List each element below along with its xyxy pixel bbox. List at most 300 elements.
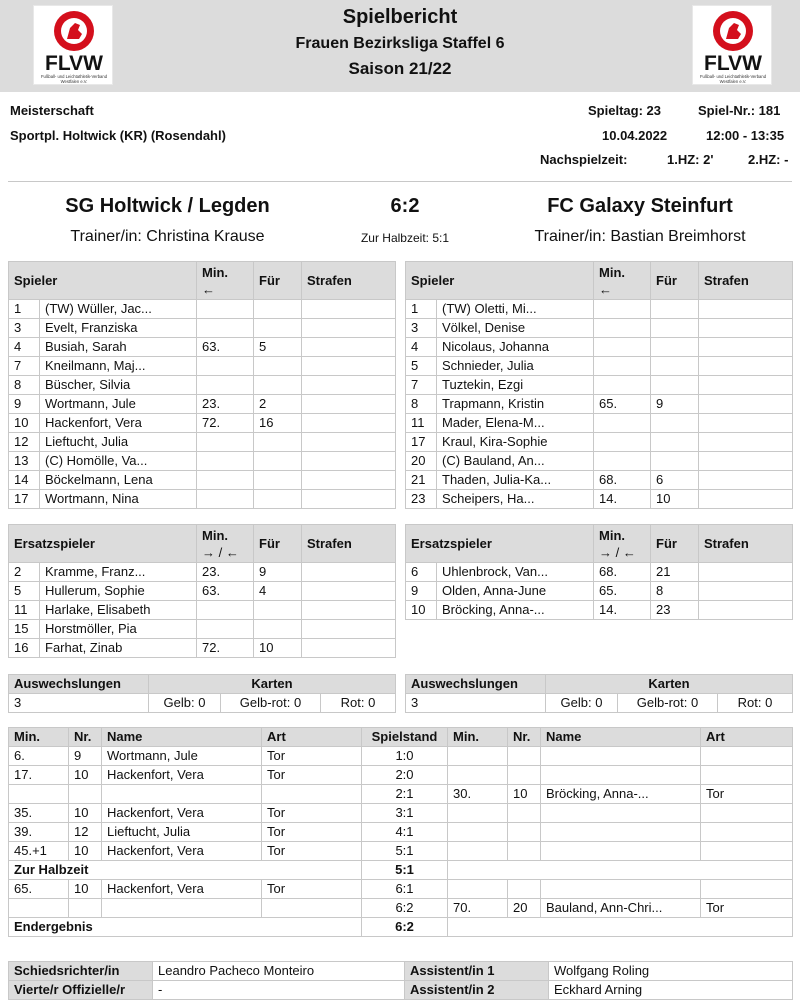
home-player-row bbox=[9, 376, 396, 395]
away-event-minute bbox=[448, 842, 508, 861]
shirt-number: 4 bbox=[406, 338, 437, 357]
sub-for-number: 8 bbox=[651, 582, 699, 601]
sub-for-number: 10 bbox=[651, 490, 699, 509]
sub-minute: 63. bbox=[197, 338, 254, 357]
sub-minute: 23. bbox=[197, 563, 254, 582]
sub-minute bbox=[197, 620, 254, 639]
sub-minute: 14. bbox=[594, 601, 651, 620]
home-player-row bbox=[9, 471, 396, 490]
sub-for-number bbox=[651, 376, 699, 395]
penalties bbox=[302, 395, 396, 414]
player-name: Mader, Elena-M... bbox=[437, 414, 594, 433]
penalties bbox=[699, 376, 793, 395]
home-player-row bbox=[9, 433, 396, 452]
penalties bbox=[302, 433, 396, 452]
sub-minute: 23. bbox=[197, 395, 254, 414]
shirt-number: 21 bbox=[406, 471, 437, 490]
shirt-number: 8 bbox=[9, 376, 40, 395]
penalties-column-header: Strafen bbox=[302, 262, 396, 300]
officials-table bbox=[8, 961, 793, 1000]
match-date: 10.04.2022 bbox=[602, 128, 668, 143]
home-event-player: Hackenfort, Vera bbox=[102, 804, 262, 823]
penalties bbox=[302, 319, 396, 338]
away-player-row bbox=[406, 452, 793, 471]
away-player-row bbox=[406, 471, 793, 490]
referee-label: Schiedsrichter/in bbox=[9, 962, 153, 981]
stoppage-label: Nachspielzeit: bbox=[540, 152, 628, 167]
sub-minute: 72. bbox=[197, 639, 254, 658]
penalties bbox=[699, 563, 793, 582]
shirt-number: 10 bbox=[9, 414, 40, 433]
home-event-number: 12 bbox=[69, 823, 102, 842]
away-event-minute bbox=[448, 880, 508, 899]
sub-minute: 68. bbox=[594, 563, 651, 582]
shirt-number: 7 bbox=[9, 357, 40, 376]
away-event-player bbox=[541, 804, 701, 823]
sub-for-number bbox=[254, 357, 302, 376]
sub-for-number: 6 bbox=[651, 471, 699, 490]
home-event-number: 10 bbox=[69, 766, 102, 785]
home-player-row bbox=[9, 300, 396, 319]
player-name: Tuztekin, Ezgi bbox=[437, 376, 594, 395]
penalties bbox=[302, 582, 396, 601]
event-score: 1:0 bbox=[362, 747, 448, 766]
report-title: Spielbericht bbox=[342, 6, 458, 28]
sub-direction-label: ← bbox=[599, 281, 613, 297]
shirt-number: 17 bbox=[406, 433, 437, 452]
player-name: Nicolaus, Johanna bbox=[437, 338, 594, 357]
home-sub-row bbox=[9, 620, 396, 639]
home-sub-count: 3 bbox=[9, 694, 149, 713]
sub-minute: 68. bbox=[594, 471, 651, 490]
away-event-type bbox=[701, 880, 793, 899]
sub-for-number bbox=[254, 620, 302, 639]
penalties bbox=[699, 452, 793, 471]
blank bbox=[448, 918, 793, 937]
away-player-row bbox=[406, 414, 793, 433]
player-name: Scheipers, Ha... bbox=[437, 490, 594, 509]
competition: Meisterschaft bbox=[10, 103, 94, 118]
home-event-player: Hackenfort, Vera bbox=[102, 766, 262, 785]
sub-for-number: 21 bbox=[651, 563, 699, 582]
home-event-minute bbox=[9, 899, 69, 918]
penalties bbox=[302, 376, 396, 395]
penalties bbox=[302, 490, 396, 509]
home-player-row bbox=[9, 395, 396, 414]
away-event-player bbox=[541, 823, 701, 842]
player-name: Kramme, Franz... bbox=[40, 563, 197, 582]
sub-minute bbox=[594, 433, 651, 452]
sub-minute: 65. bbox=[594, 582, 651, 601]
shirt-number: 13 bbox=[9, 452, 40, 471]
event-name-header: Name bbox=[102, 728, 262, 747]
home-event-minute: 65. bbox=[9, 880, 69, 899]
event-type-header: Art bbox=[701, 728, 793, 747]
home-subs-table bbox=[8, 524, 396, 658]
home-event-number bbox=[69, 899, 102, 918]
for-column-header: Für bbox=[651, 525, 699, 563]
home-event-number: 10 bbox=[69, 880, 102, 899]
home-lineup-table bbox=[8, 261, 396, 509]
event-nr-header: Nr. bbox=[69, 728, 102, 747]
min-column-header bbox=[197, 262, 254, 300]
home-event-type: Tor bbox=[262, 804, 362, 823]
shirt-number: 11 bbox=[9, 601, 40, 620]
away-event-player bbox=[541, 747, 701, 766]
player-name: Kneilmann, Maj... bbox=[40, 357, 197, 376]
event-row bbox=[9, 804, 793, 823]
sub-minute bbox=[197, 490, 254, 509]
sub-for-number bbox=[254, 433, 302, 452]
away-event-player bbox=[541, 842, 701, 861]
halftime-row bbox=[9, 861, 793, 880]
player-name: Lieftucht, Julia bbox=[40, 433, 197, 452]
sub-for-number bbox=[254, 319, 302, 338]
for-column-header: Für bbox=[254, 262, 302, 300]
sub-for-number bbox=[651, 338, 699, 357]
home-event-type: Tor bbox=[262, 842, 362, 861]
cards-header: Karten bbox=[546, 675, 793, 694]
shirt-number: 11 bbox=[406, 414, 437, 433]
penalties bbox=[699, 357, 793, 376]
away-player-row bbox=[406, 376, 793, 395]
player-name: Uhlenbrock, Van... bbox=[437, 563, 594, 582]
away-event-minute bbox=[448, 823, 508, 842]
player-name: (C) Homölle, Va... bbox=[40, 452, 197, 471]
event-score: 4:1 bbox=[362, 823, 448, 842]
away-yellow-red-cards: Gelb-rot: 0 bbox=[618, 694, 718, 713]
player-name: (C) Bauland, An... bbox=[437, 452, 594, 471]
divider bbox=[8, 181, 792, 182]
sub-for-number bbox=[254, 471, 302, 490]
home-event-player bbox=[102, 785, 262, 804]
penalties bbox=[699, 471, 793, 490]
for-column-header: Für bbox=[254, 525, 302, 563]
home-sub-row bbox=[9, 639, 396, 658]
for-column-header: Für bbox=[651, 262, 699, 300]
away-event-type bbox=[701, 842, 793, 861]
min-column-header bbox=[594, 525, 651, 563]
penalties bbox=[699, 395, 793, 414]
away-sub-row bbox=[406, 563, 793, 582]
home-player-row bbox=[9, 452, 396, 471]
shirt-number: 14 bbox=[9, 471, 40, 490]
shirt-number: 1 bbox=[406, 300, 437, 319]
home-player-row bbox=[9, 490, 396, 509]
home-event-minute: 17. bbox=[9, 766, 69, 785]
sub-for-number bbox=[651, 357, 699, 376]
away-player-row bbox=[406, 319, 793, 338]
season: Saison 21/22 bbox=[348, 59, 452, 78]
sub-minute bbox=[197, 319, 254, 338]
sub-minute bbox=[197, 357, 254, 376]
final-row bbox=[9, 918, 793, 937]
penalties-column-header: Strafen bbox=[302, 525, 396, 563]
sub-minute: 72. bbox=[197, 414, 254, 433]
event-row bbox=[9, 899, 793, 918]
stoppage-second-half: 2.HZ: - bbox=[748, 152, 789, 167]
svg-text:Fußball- und Leichtathletik-Ve: Fußball- und Leichtathletik-Verband bbox=[40, 74, 108, 79]
sub-for-number: 16 bbox=[254, 414, 302, 433]
home-event-player: Hackenfort, Vera bbox=[102, 880, 262, 899]
title-block bbox=[0, 4, 800, 81]
penalties bbox=[302, 300, 396, 319]
min-column-header bbox=[594, 262, 651, 300]
fourth-official-label: Vierte/r Offizielle/r bbox=[9, 981, 153, 1000]
event-score: 6:1 bbox=[362, 880, 448, 899]
sub-for-number: 10 bbox=[254, 639, 302, 658]
referee-name: Leandro Pacheco Monteiro bbox=[153, 962, 405, 981]
event-row bbox=[9, 785, 793, 804]
penalties bbox=[302, 414, 396, 433]
home-event-minute: 6. bbox=[9, 747, 69, 766]
halftime-label: Zur Halbzeit bbox=[9, 861, 362, 880]
penalties bbox=[699, 300, 793, 319]
home-event-type: Tor bbox=[262, 747, 362, 766]
player-name: Harlake, Elisabeth bbox=[40, 601, 197, 620]
sub-direction-label: → / ← bbox=[202, 544, 239, 560]
min-column-header bbox=[197, 525, 254, 563]
sub-direction-label: → / ← bbox=[599, 544, 636, 560]
shirt-number: 9 bbox=[9, 395, 40, 414]
away-event-number bbox=[508, 823, 541, 842]
away-event-minute: 70. bbox=[448, 899, 508, 918]
event-row bbox=[9, 880, 793, 899]
event-row bbox=[9, 823, 793, 842]
penalties bbox=[302, 620, 396, 639]
home-event-minute: 39. bbox=[9, 823, 69, 842]
event-score: 2:0 bbox=[362, 766, 448, 785]
player-name: Farhat, Zinab bbox=[40, 639, 197, 658]
home-sub-row bbox=[9, 582, 396, 601]
stoppage-first-half: 1.HZ: 2' bbox=[667, 152, 714, 167]
away-event-type bbox=[701, 747, 793, 766]
shirt-number: 10 bbox=[406, 601, 437, 620]
away-event-number: 10 bbox=[508, 785, 541, 804]
player-name: Büscher, Silvia bbox=[40, 376, 197, 395]
away-event-player bbox=[541, 766, 701, 785]
assistant1-label: Assistent/in 1 bbox=[405, 962, 549, 981]
svg-text:Westfalen e.V.: Westfalen e.V. bbox=[60, 79, 88, 84]
player-name: (TW) Oletti, Mi... bbox=[437, 300, 594, 319]
away-sub-row bbox=[406, 582, 793, 601]
shirt-number: 1 bbox=[9, 300, 40, 319]
sub-for-number bbox=[651, 433, 699, 452]
sub-minute bbox=[594, 376, 651, 395]
event-min-header: Min. bbox=[448, 728, 508, 747]
home-event-number: 9 bbox=[69, 747, 102, 766]
player-name: Hackenfort, Vera bbox=[40, 414, 197, 433]
away-event-player: Bröcking, Anna-... bbox=[541, 785, 701, 804]
penalties bbox=[699, 490, 793, 509]
assistant2-name: Eckhard Arning bbox=[549, 981, 793, 1000]
assistant2-label: Assistent/in 2 bbox=[405, 981, 549, 1000]
shirt-number: 3 bbox=[9, 319, 40, 338]
event-nr-header: Nr. bbox=[508, 728, 541, 747]
event-row bbox=[9, 766, 793, 785]
away-event-type bbox=[701, 823, 793, 842]
penalties bbox=[302, 601, 396, 620]
away-team: FC Galaxy Steinfurt bbox=[547, 195, 733, 217]
sub-for-number: 23 bbox=[651, 601, 699, 620]
sub-minute bbox=[594, 452, 651, 471]
halftime-score: Zur Halbzeit: 5:1 bbox=[360, 231, 450, 245]
away-event-number bbox=[508, 804, 541, 823]
player-name: Thaden, Julia-Ka... bbox=[437, 471, 594, 490]
home-sub-row bbox=[9, 601, 396, 620]
away-lineup-table bbox=[405, 261, 793, 509]
event-name-header: Name bbox=[541, 728, 701, 747]
away-subs-cards-table bbox=[405, 674, 793, 713]
home-subs-cards-table bbox=[8, 674, 396, 713]
away-subs-table bbox=[405, 524, 793, 620]
home-event-number: 10 bbox=[69, 804, 102, 823]
home-event-minute: 35. bbox=[9, 804, 69, 823]
sub-minute bbox=[197, 601, 254, 620]
player-name: Schnieder, Julia bbox=[437, 357, 594, 376]
player-name: Olden, Anna-June bbox=[437, 582, 594, 601]
player-name: Evelt, Franziska bbox=[40, 319, 197, 338]
away-event-player: Bauland, Ann-Chri... bbox=[541, 899, 701, 918]
player-name: Böckelmann, Lena bbox=[40, 471, 197, 490]
player-name: Bröcking, Anna-... bbox=[437, 601, 594, 620]
away-event-number bbox=[508, 766, 541, 785]
penalties bbox=[302, 471, 396, 490]
home-event-player: Hackenfort, Vera bbox=[102, 842, 262, 861]
player-name: Wortmann, Jule bbox=[40, 395, 197, 414]
player-name: Kraul, Kira-Sophie bbox=[437, 433, 594, 452]
away-player-row bbox=[406, 433, 793, 452]
event-score: 6:2 bbox=[362, 899, 448, 918]
league-name: Frauen Bezirksliga Staffel 6 bbox=[295, 35, 505, 52]
assistant1-name: Wolfgang Roling bbox=[549, 962, 793, 981]
penalties bbox=[302, 452, 396, 471]
penalties bbox=[699, 319, 793, 338]
sub-direction-label: ← bbox=[202, 281, 216, 297]
sub-for-number bbox=[254, 300, 302, 319]
cards-header: Karten bbox=[149, 675, 396, 694]
event-score: 5:1 bbox=[362, 842, 448, 861]
svg-text:Westfalen e.V.: Westfalen e.V. bbox=[719, 79, 747, 84]
home-player-row bbox=[9, 414, 396, 433]
svg-text:Fußball- und Leichtathletik-Ve: Fußball- und Leichtathletik-Verband bbox=[699, 74, 767, 79]
shirt-number: 9 bbox=[406, 582, 437, 601]
sub-minute bbox=[594, 300, 651, 319]
min-label: Min. bbox=[599, 264, 626, 280]
away-event-type: Tor bbox=[701, 899, 793, 918]
event-min-header: Min. bbox=[9, 728, 69, 747]
away-player-row bbox=[406, 338, 793, 357]
away-red-cards: Rot: 0 bbox=[718, 694, 793, 713]
away-player-row bbox=[406, 490, 793, 509]
shirt-number: 2 bbox=[9, 563, 40, 582]
shirt-number: 17 bbox=[9, 490, 40, 509]
away-sub-count: 3 bbox=[406, 694, 546, 713]
sub-minute bbox=[197, 433, 254, 452]
shirt-number: 8 bbox=[406, 395, 437, 414]
sub-for-number: 5 bbox=[254, 338, 302, 357]
home-yellow-red-cards: Gelb-rot: 0 bbox=[221, 694, 321, 713]
player-column-header: Spieler bbox=[406, 262, 594, 300]
sub-for-number: 9 bbox=[254, 563, 302, 582]
home-event-type: Tor bbox=[262, 823, 362, 842]
away-event-type: Tor bbox=[701, 785, 793, 804]
shirt-number: 20 bbox=[406, 452, 437, 471]
penalties bbox=[302, 357, 396, 376]
away-event-type bbox=[701, 804, 793, 823]
player-name: (TW) Wüller, Jac... bbox=[40, 300, 197, 319]
home-event-number bbox=[69, 785, 102, 804]
away-player-row bbox=[406, 395, 793, 414]
match-number: Spiel-Nr.: 181 bbox=[698, 103, 781, 118]
away-yellow-cards: Gelb: 0 bbox=[546, 694, 618, 713]
home-event-type: Tor bbox=[262, 766, 362, 785]
sub-minute: 65. bbox=[594, 395, 651, 414]
sub-minute bbox=[197, 376, 254, 395]
sub-minute bbox=[197, 452, 254, 471]
home-event-minute bbox=[9, 785, 69, 804]
sub-for-number bbox=[651, 300, 699, 319]
final-score: 6:2 bbox=[390, 195, 420, 217]
sub-for-number: 9 bbox=[651, 395, 699, 414]
away-event-minute bbox=[448, 747, 508, 766]
event-row bbox=[9, 842, 793, 861]
shirt-number: 7 bbox=[406, 376, 437, 395]
home-red-cards: Rot: 0 bbox=[321, 694, 396, 713]
shirt-number: 6 bbox=[406, 563, 437, 582]
away-event-number bbox=[508, 842, 541, 861]
shirt-number: 23 bbox=[406, 490, 437, 509]
penalties bbox=[699, 582, 793, 601]
player-column-header: Ersatzspieler bbox=[406, 525, 594, 563]
player-name: Hullerum, Sophie bbox=[40, 582, 197, 601]
away-event-number bbox=[508, 747, 541, 766]
away-player-row bbox=[406, 300, 793, 319]
penalties-column-header: Strafen bbox=[699, 525, 793, 563]
event-row bbox=[9, 747, 793, 766]
sub-for-number bbox=[254, 376, 302, 395]
player-name: Völkel, Denise bbox=[437, 319, 594, 338]
shirt-number: 15 bbox=[9, 620, 40, 639]
shirt-number: 3 bbox=[406, 319, 437, 338]
player-name: Trapmann, Kristin bbox=[437, 395, 594, 414]
home-player-row bbox=[9, 319, 396, 338]
event-score: 3:1 bbox=[362, 804, 448, 823]
min-label: Min. bbox=[202, 264, 229, 280]
home-event-player: Lieftucht, Julia bbox=[102, 823, 262, 842]
home-sub-row bbox=[9, 563, 396, 582]
sub-minute bbox=[594, 338, 651, 357]
event-score: 2:1 bbox=[362, 785, 448, 804]
halftime-score-cell: 5:1 bbox=[362, 861, 448, 880]
shirt-number: 4 bbox=[9, 338, 40, 357]
final-score-cell: 6:2 bbox=[362, 918, 448, 937]
fourth-official-name: - bbox=[153, 981, 405, 1000]
match-events-table bbox=[8, 727, 793, 937]
home-event-type bbox=[262, 785, 362, 804]
min-label: Min. bbox=[202, 527, 228, 543]
sub-for-number bbox=[651, 452, 699, 471]
subs-header: Auswechslungen bbox=[406, 675, 546, 694]
penalties bbox=[302, 639, 396, 658]
blank bbox=[448, 861, 793, 880]
penalties bbox=[699, 601, 793, 620]
event-score-header: Spielstand bbox=[362, 728, 448, 747]
penalties bbox=[699, 433, 793, 452]
sub-for-number bbox=[254, 452, 302, 471]
away-sub-row bbox=[406, 601, 793, 620]
player-name: Horstmöller, Pia bbox=[40, 620, 197, 639]
